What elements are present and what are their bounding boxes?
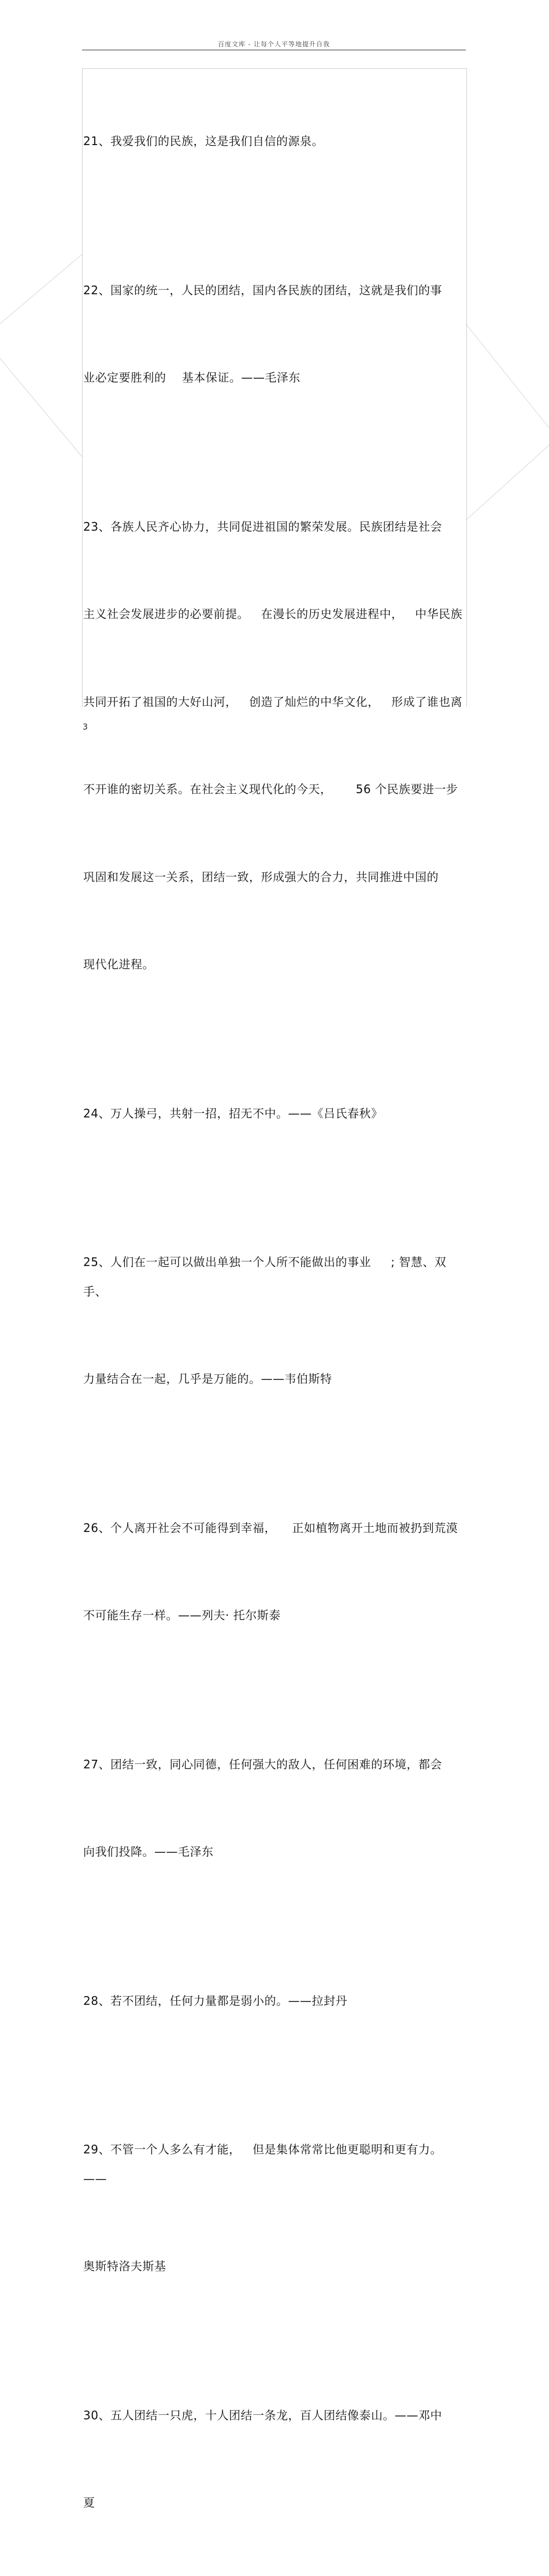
quote-item-29 [83, 2077, 466, 2340]
quote-line: 主义社会发展进步的必要前提。 在漫长的历史发展进程中， 中华民族 [83, 607, 463, 621]
quote-line: 现代化进程。 [83, 957, 154, 971]
quote-line: 28、若不团结，任何力量都是弱小的。——拉封丹 [83, 1993, 347, 2008]
quote-line: 27、团结一致，同心同德，任何强大的敌人，任何困难的环境，都会 [83, 1757, 442, 1771]
quote-line: 业必定要胜利的 基本保证。——毛泽东 [83, 371, 301, 384]
quote-line: 不开谁的密切关系。在社会主义现代化的今天， 56 个民族要进一步 [83, 782, 458, 796]
quote-line: 30、五人团结一只虎，十人团结一条龙，百人团结像泰山。——邓中 [83, 2408, 442, 2422]
quote-line: 向我们投降。——毛泽东 [83, 1845, 214, 1859]
quote-line: 21、我爱我们的民族，这是我们自信的源泉。 [83, 134, 324, 148]
quote-line: 23、各族人民齐心协力，共同促进祖国的繁荣发展。民族团结是社会 [83, 519, 442, 534]
quote-line: 22、国家的统一，人民的团结，国内各民族的团结，这就是我们的事 [83, 283, 442, 297]
quote-line: 巩固和发展这一关系，团结一致，形成强大的合力，共同推进中国的 [83, 869, 439, 884]
quote-item-25 [83, 1189, 466, 1452]
quote-line: 24、万人操弓，共射一招，招无不中。——《吕氏春秋》 [83, 1106, 383, 1120]
quote-item-27 [83, 1692, 466, 1925]
quote-list [83, 68, 466, 2576]
quote-line: 不可能生存一样。——列夫· 托尔斯泰 [83, 1608, 281, 1622]
quote-line: 25、人们在一起可以做出单独一个人所不能做出的事业 ; 智慧、双手、 [83, 1255, 447, 1298]
quote-line: 奥斯特洛夫斯基 [83, 2259, 166, 2273]
quote-item-22 [83, 217, 466, 451]
quote-item-21 [83, 68, 466, 214]
quote-line: 共同开拓了祖国的大好山河， 创造了灿烂的中华文化， 形成了谁也离 [83, 694, 463, 709]
quote-item-28 [83, 1928, 466, 2074]
quote-item-23 [83, 454, 466, 1038]
quote-line: 26、个人离开社会不可能得到幸福， 正如植物离开土地而被扔到荒漠 [83, 1520, 458, 1535]
document-header: 百度文库 - 让每个人平等地提升自我 [218, 40, 330, 48]
quote-item-30 [83, 2342, 466, 2576]
quote-line: 力量结合在一起，几乎是万能的。——韦伯斯特 [83, 1372, 332, 1386]
quote-item-26 [83, 1455, 466, 1689]
page-number: 3 [83, 723, 88, 732]
quote-line: 29、不管一个人多么有才能， 但是集体常常比他更聪明和更有力。 —— [83, 2142, 454, 2186]
quote-item-24 [83, 1041, 466, 1187]
quote-line: 夏 [83, 2496, 95, 2510]
